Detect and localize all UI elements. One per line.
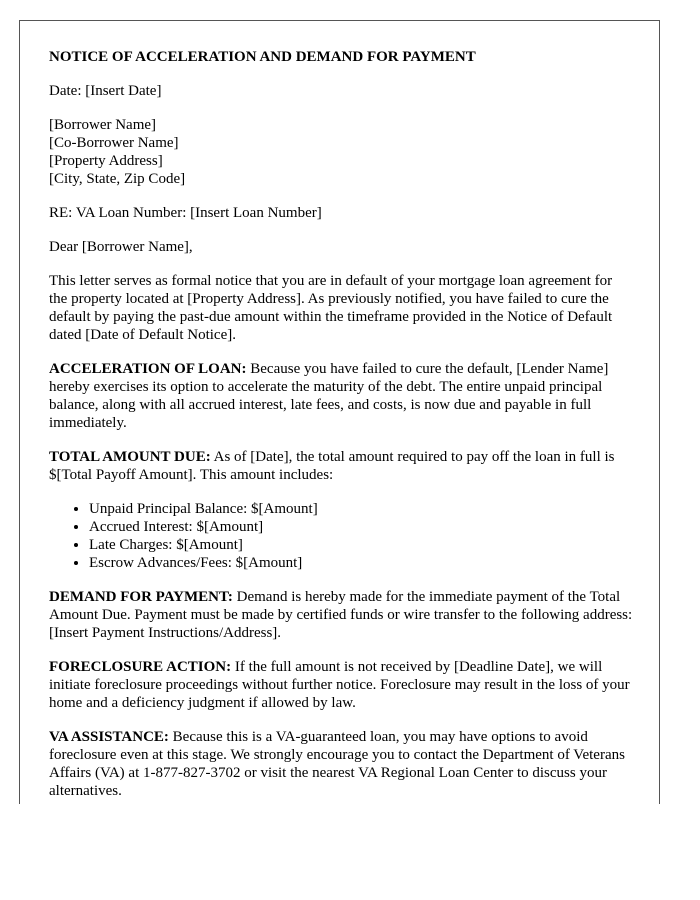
foreclosure-heading: FORECLOSURE ACTION:: [49, 659, 232, 675]
list-item-late-charges: • Late Charges: $[Amount]: [89, 536, 634, 554]
demand-section: [49, 588, 634, 642]
total-due-section: [49, 448, 634, 484]
document-title: NOTICE OF ACCELERATION AND DEMAND FOR PAYMENT: [49, 49, 476, 65]
acceleration-text: Because you have failed to cure the default, [Lender Name] hereby exercises its option to accelerate the maturity of the debt. The entire unpaid principal balance, along with all accrued interest, late fees, and costs, is now due and payable in full immediately.: [49, 361, 609, 431]
salutation: Dear [Borrower Name],: [49, 239, 193, 255]
letter-body: [49, 48, 634, 804]
total-due-text: As of [Date], the total amount required to pay off the loan in full is $[Total Payoff Amount]. This amount includes:: [49, 449, 615, 483]
va-assistance-section: [49, 728, 634, 800]
list-item-principal: • Unpaid Principal Balance: $[Amount]: [89, 500, 634, 518]
va-assistance-heading: VA ASSISTANCE:: [49, 729, 169, 745]
address-line-co-borrower: [Co-Borrower Name]: [49, 135, 179, 151]
date-line: Date: [Insert Date]: [49, 83, 162, 99]
recipient-address-block: [49, 116, 634, 188]
acceleration-heading: ACCELERATION OF LOAN:: [49, 361, 247, 377]
amount-breakdown-list: [49, 500, 634, 572]
list-item-interest: • Accrued Interest: $[Amount]: [89, 518, 634, 536]
acceleration-section: [49, 360, 634, 432]
list-item-escrow: • Escrow Advances/Fees: $[Amount]: [89, 554, 634, 572]
re-line: RE: VA Loan Number: [Insert Loan Number]: [49, 205, 322, 221]
address-line-city-state-zip: [City, State, Zip Code]: [49, 171, 186, 187]
total-due-heading: TOTAL AMOUNT DUE:: [49, 449, 211, 465]
demand-text: Demand is hereby made for the immediate payment of the Total Amount Due. Payment must be made by certified funds or wire transfer to the following address: [Insert Payment Instructions/Address].: [49, 589, 633, 641]
foreclosure-text: If the full amount is not received by [Deadline Date], we will initiate foreclosure proceedings without further notice. Foreclosure may result in the loss of your home and a deficiency judgment if allowed by law.: [49, 659, 630, 711]
address-line-borrower: [Borrower Name]: [49, 117, 157, 133]
letter-page: [19, 20, 660, 804]
demand-heading: DEMAND FOR PAYMENT:: [49, 589, 233, 605]
address-line-property: [Property Address]: [49, 153, 163, 169]
intro-paragraph: This letter serves as formal notice that you are in default of your mortgage loan agreement for the property located at [Property Address]. As previously notified, you have failed to cure the default by paying the past-due amount within the timeframe provided in the Notice of Default dated [Date of Default Notice].: [49, 273, 613, 343]
va-assistance-text: Because this is a VA-guaranteed loan, you may have options to avoid foreclosure even at this stage. We strongly encourage you to contact the Department of Veterans Affairs (VA) at 1-877-827-3702 or visit the nearest VA Regional Loan Center to discuss your alternatives.: [49, 729, 625, 799]
foreclosure-section: [49, 658, 634, 712]
